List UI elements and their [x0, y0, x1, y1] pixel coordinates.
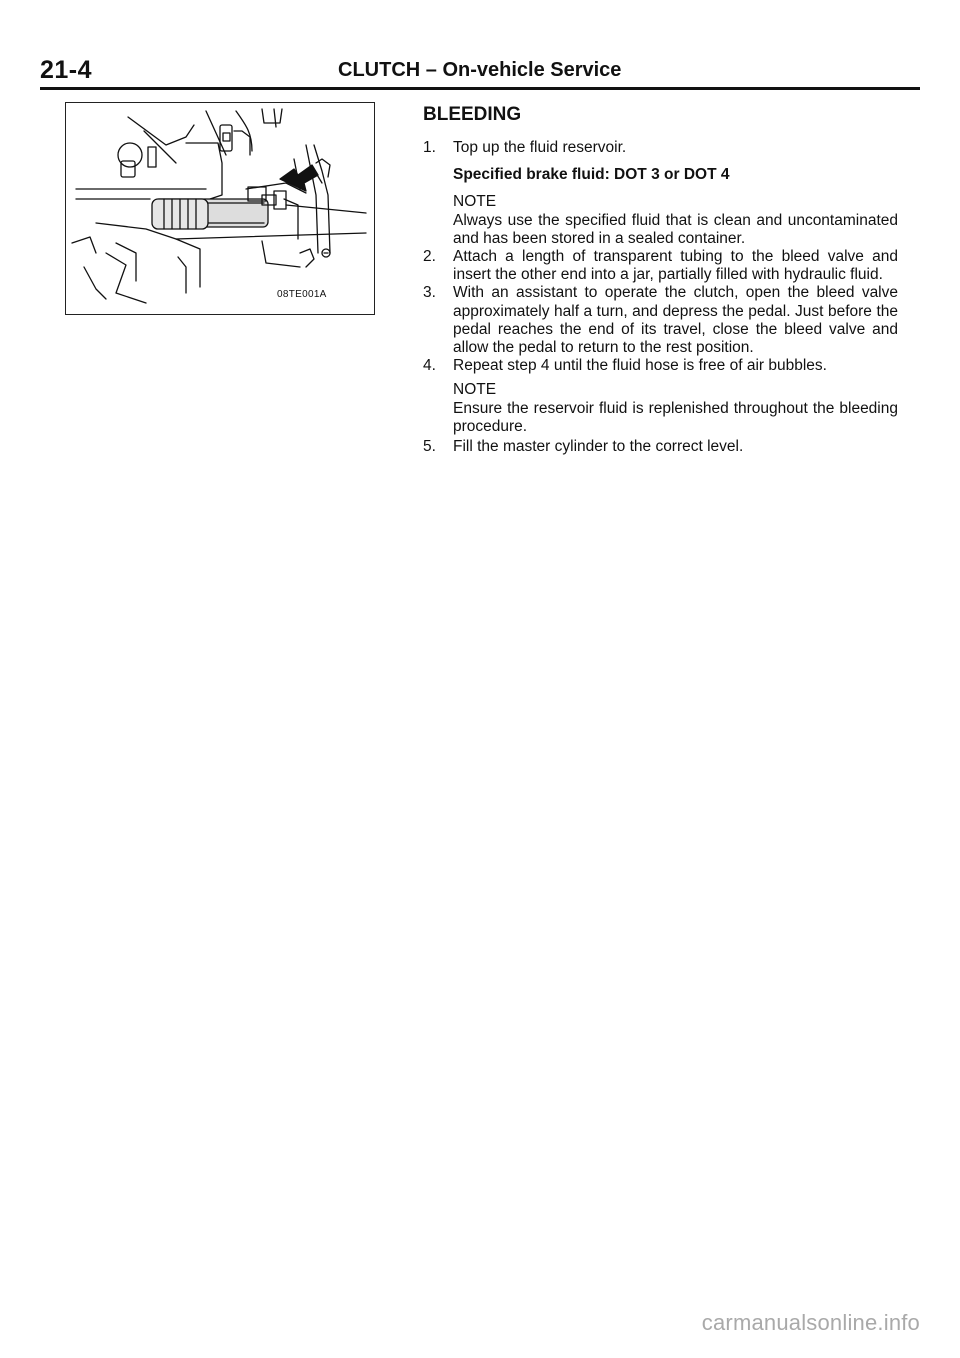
bleed-valve-illustration [65, 102, 375, 315]
step-number: 4. [423, 357, 436, 375]
watermark: carmanualsonline.info [701, 1310, 920, 1335]
note-text: Always use the specified fluid that is clean and uncontaminated and has been stored in a sealed container. [453, 211, 898, 247]
step-number: 2. [423, 248, 436, 266]
step-text: Attach a length of transparent tubing to the bleed valve and insert the other end into a jar, partially filled with hydraulic fluid. [453, 248, 898, 284]
step-2 [423, 248, 898, 284]
section-heading: BLEEDING [423, 104, 522, 125]
note-text: Ensure the reservoir fluid is replenished throughout the bleeding procedure. [453, 399, 898, 435]
step-number: 5. [423, 438, 436, 456]
page-number: 21-4 [40, 56, 93, 84]
step-3 [423, 284, 898, 357]
step-5 [423, 438, 898, 456]
bleeding-section [423, 104, 898, 456]
step-text: With an assistant to operate the clutch, open the bleed valve approximately half a turn, and depress the pedal. Just before the pedal reaches the end of its travel, close the bleed valve and allow the pedal to return to the rest position. [453, 284, 898, 357]
step-text: Repeat step 4 until the fluid hose is free of air bubbles. [453, 357, 827, 375]
step-number: 3. [423, 284, 436, 302]
clutch-slave-cylinder-drawing [66, 103, 375, 315]
step-1 [423, 139, 898, 157]
step-text: Top up the fluid reservoir. [453, 139, 627, 156]
step-text: Fill the master cylinder to the correct level. [453, 438, 744, 456]
step-4 [423, 357, 898, 375]
step-number: 1. [423, 139, 436, 156]
page-header [40, 56, 920, 88]
note-label: NOTE [453, 193, 497, 211]
header-rule [40, 87, 920, 90]
figure-code: 08TE001A [277, 289, 327, 300]
note-label: NOTE [453, 381, 497, 399]
spec-fluid: Specified brake fluid: DOT 3 or DOT 4 [453, 166, 730, 184]
section-title-header: CLUTCH – On-vehicle Service [338, 59, 622, 81]
